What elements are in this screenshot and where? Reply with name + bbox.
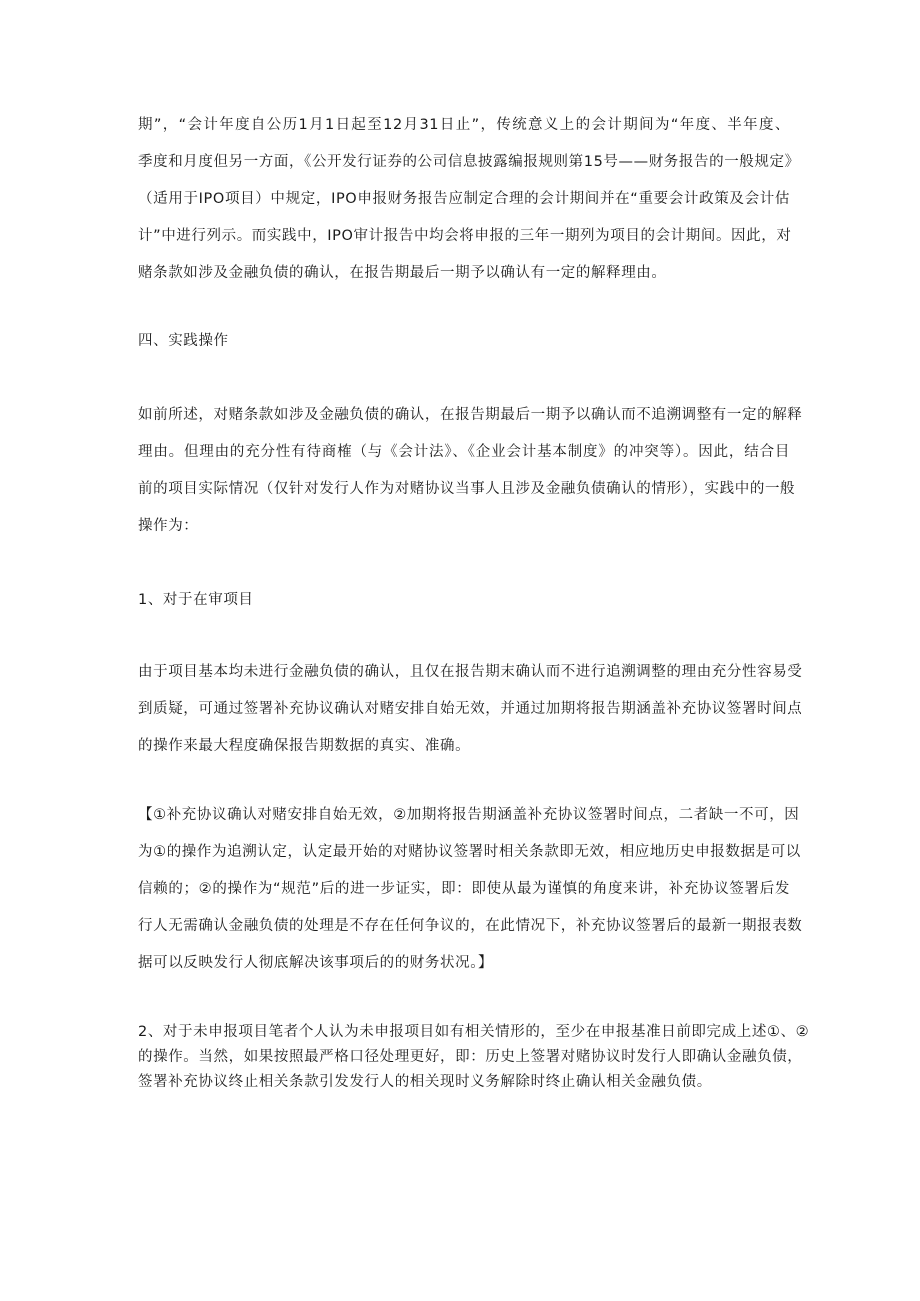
text-line: 行人无需确认金融负债的处理是不存在任何争议的，在此情况下，补充协议签署后的最新一期报表数 bbox=[138, 918, 803, 934]
text-line: 【①补充协议确认对赌安排自始无效，②加期将报告期涵盖补充协议签署时间点，二者缺一不可，因 bbox=[138, 807, 800, 823]
text-line: 如前所述，对赌条款如涉及金融负债的确认，在报告期最后一期予以确认而不追溯调整有一定的解释 bbox=[138, 407, 803, 423]
text-line: 签署补充协议终止相关条款引发发行人的相关现时义务解除时终止确认相关金融负债。 bbox=[138, 1074, 712, 1090]
text-line: 的操作。当然，如果按照最严格口径处理更好，即：历史上签署对赌协议时发行人即确认金融负债， bbox=[138, 1049, 803, 1065]
paragraph-under-review bbox=[138, 654, 803, 765]
paragraph-not-yet-filed bbox=[138, 1020, 810, 1095]
text-line: 操作为： bbox=[138, 518, 199, 534]
text-line: 理由。但理由的充分性有待商榷（与《会计法》、《企业会计基本制度》的冲突等）。因此，结合目 bbox=[138, 444, 790, 460]
text-line: （适用于IPO项目）中规定，IPO申报财务报告应制定合理的会计期间并在“重要会计政策及会计估 bbox=[138, 191, 790, 207]
text-line: 赌条款如涉及金融负债的确认，在报告期最后一期予以确认有一定的解释理由。 bbox=[138, 265, 667, 281]
section-heading-practice: 四、实践操作 bbox=[138, 333, 229, 349]
text-line: 由于项目基本均未进行金融负债的确认，且仅在报告期末确认而不进行追溯调整的理由充分性容易受 bbox=[138, 664, 803, 680]
text-line: 2、对于未申报项目笔者个人认为未申报项目如有相关情形的，至少在申报基准日前即完成上述①、② bbox=[138, 1024, 810, 1040]
text-line: 到质疑，可通过签署补充协议确认对赌安排自始无效，并通过加期将报告期涵盖补充协议签署时间点 bbox=[138, 701, 803, 717]
text-line: 计”中进行列示。而实践中，IPO审计报告中均会将申报的三年一期列为项目的会计期间。因此，对 bbox=[138, 228, 792, 244]
text-line: 据可以反映发行人彻底解决该事项后的的财务状况。】 bbox=[138, 955, 494, 971]
paragraph-practice-intro bbox=[138, 397, 803, 545]
paragraph-bracket-note bbox=[138, 797, 803, 982]
subheading-under-review: 1、对于在审项目 bbox=[138, 592, 254, 608]
text-line: 信赖的；②的操作为“规范”后的进一步证实，即：即使从最为谨慎的角度来讲，补充协议签署后发 bbox=[138, 881, 790, 897]
text-line: 前的项目实际情况（仅针对发行人作为对赌协议当事人且涉及金融负债确认的情形），实践中的一般 bbox=[138, 481, 796, 497]
text-line: 为①的操作为追溯认定，认定最开始的对赌协议签署时相关条款即无效，相应地历史申报数据是可以 bbox=[138, 844, 801, 860]
text-line: 期”，“会计年度自公历1月1日起至12月31日止”，传统意义上的会计期间为“年度、半年度、 bbox=[138, 117, 790, 133]
text-line: 的操作来最大程度确保报告期数据的真实、准确。 bbox=[138, 738, 471, 754]
text-line: 季度和月度但另一方面，《公开发行证券的公司信息披露编报规则第15号——财务报告的一般规定》 bbox=[138, 154, 800, 170]
paragraph-accounting-period bbox=[138, 107, 800, 292]
